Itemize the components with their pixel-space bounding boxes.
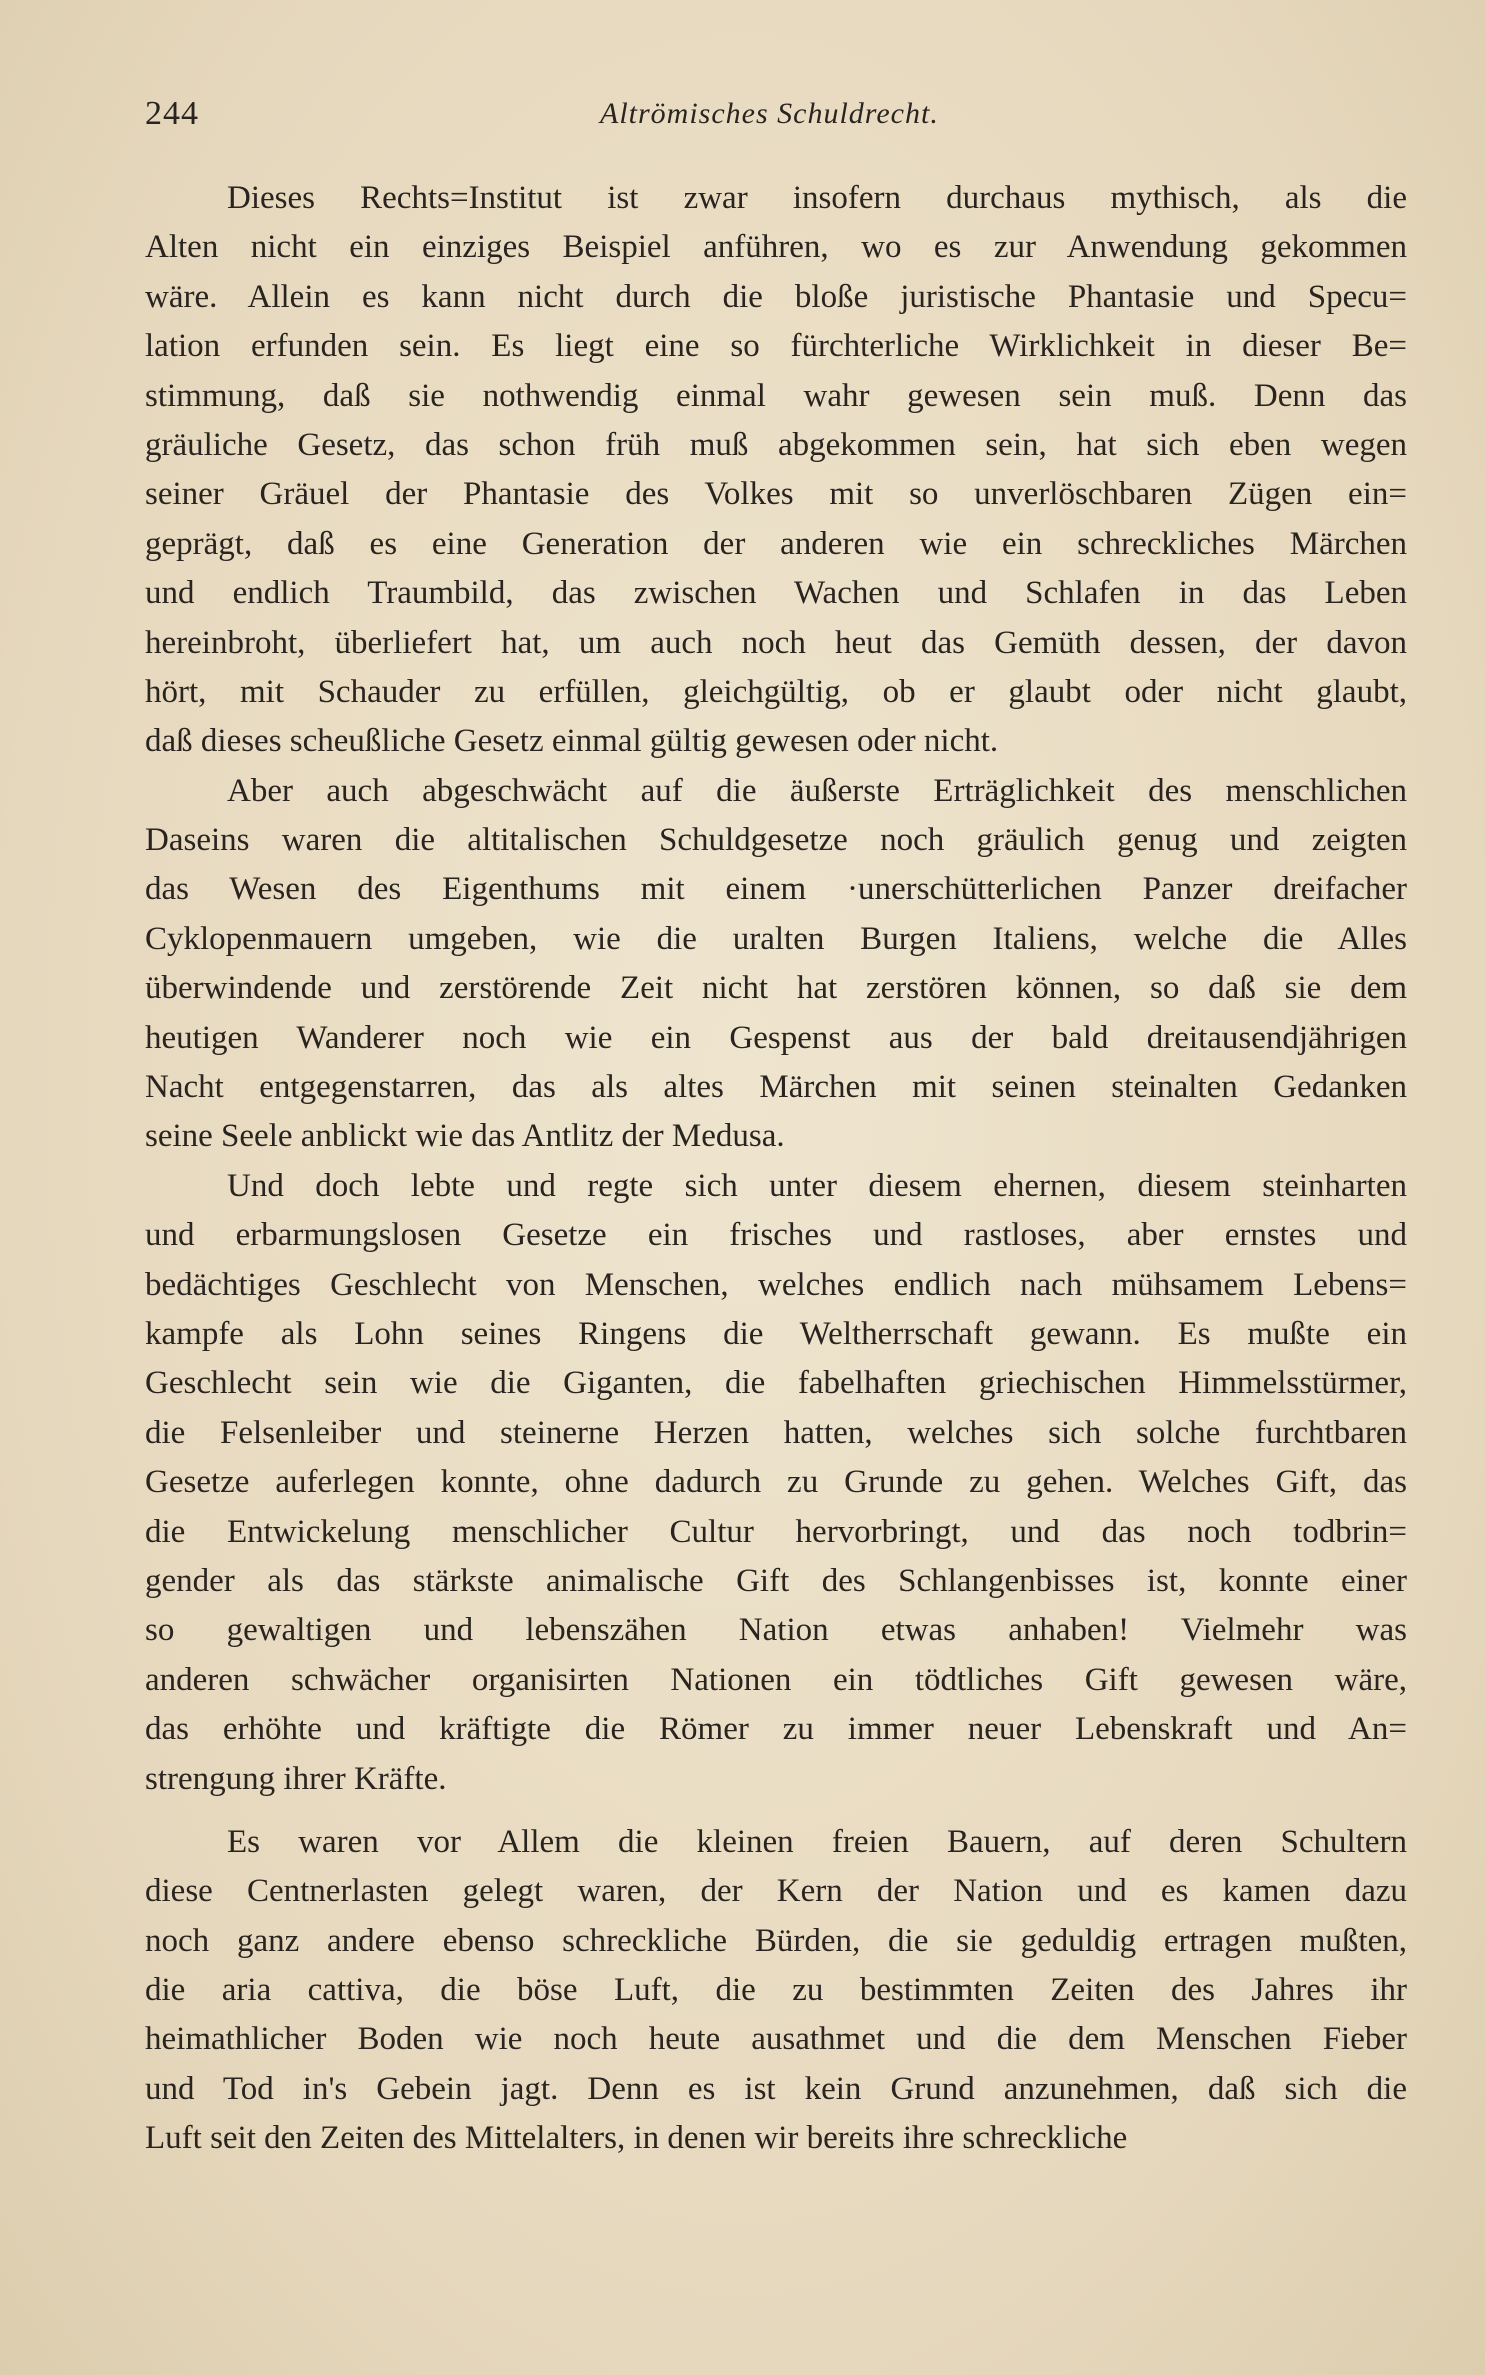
text-line: und erbarmungslosen Gesetze ein frisches und rastloses, aber ernstes und	[145, 1217, 1407, 1254]
text-line: und endlich Traumbild, das zwischen Wachen und Schlafen in das Leben	[145, 575, 1407, 612]
text-line: Cyklopenmauern umgeben, wie die uralten Burgen Italiens, welche die Alles	[145, 920, 1407, 957]
text-line: Luft seit den Zeiten des Mittelalters, in denen wir bereits ihre schreckliche	[145, 2120, 1128, 2157]
text-line: Nacht entgegenstarren, das als altes Märchen mit seinen steinalten Gedanken	[145, 1069, 1407, 1106]
text-line: gräuliche Gesetz, das schon früh muß abgekommen sein, hat sich eben wegen	[145, 426, 1407, 463]
text-line: und Tod in's Gebein jagt. Denn es ist kein Grund anzunehmen, daß sich die	[145, 2070, 1407, 2107]
body-text	[145, 174, 1407, 2164]
paragraph	[145, 174, 1407, 767]
text-line: hereinbroht, überliefert hat, um auch noch heut das Gemüth dessen, der davon	[145, 624, 1407, 661]
text-line: gender als das stärkste animalische Gift des Schlangenbisses ist, konnte einer	[145, 1562, 1407, 1599]
paragraph	[145, 767, 1407, 1162]
text-line: wäre. Allein es kann nicht durch die bloße juristische Phantasie und Specu=	[145, 278, 1407, 315]
text-line: geprägt, daß es eine Generation der anderen wie ein schreckliches Märchen	[145, 525, 1407, 562]
text-line: heimathlicher Boden wie noch heute ausathmet und die dem Menschen Fieber	[145, 2021, 1407, 2058]
text-line: Es waren vor Allem die kleinen freien Bauern, auf deren Schultern	[227, 1823, 1407, 1860]
text-line: lation erfunden sein. Es liegt eine so fürchterliche Wirklichkeit in dieser Be=	[145, 328, 1407, 365]
paragraph	[145, 1162, 1407, 1804]
text-line: heutigen Wanderer noch wie ein Gespenst aus der bald dreitausendjährigen	[145, 1019, 1407, 1056]
text-line: Und doch lebte und regte sich unter diesem ehernen, diesem steinharten	[227, 1167, 1407, 1204]
text-line: bedächtiges Geschlecht von Menschen, welches endlich nach mühsamem Lebens=	[145, 1266, 1407, 1303]
paragraph-gap	[145, 1804, 1407, 1818]
text-line: Geschlecht sein wie die Giganten, die fabelhaften griechischen Himmelsstürmer,	[145, 1365, 1407, 1402]
text-line: Daseins waren die altitalischen Schuldgesetze noch gräulich genug und zeigten	[145, 822, 1407, 859]
text-line: die aria cattiva, die böse Luft, die zu bestimmten Zeiten des Jahres ihr	[145, 1972, 1407, 2009]
text-line: Dieses Rechts=Institut ist zwar insofern durchaus mythisch, als die	[227, 180, 1407, 216]
text-line: so gewaltigen und lebenszähen Nation etwas anhaben! Vielmehr was	[145, 1612, 1407, 1649]
page-header	[145, 95, 1407, 145]
text-line: seine Seele anblickt wie das Antlitz der Medusa.	[145, 1118, 785, 1155]
text-line: Aber auch abgeschwächt auf die äußerste Erträglichkeit des menschlichen	[227, 772, 1407, 809]
text-line: strengung ihrer Kräfte.	[145, 1760, 447, 1797]
text-line: seiner Gräuel der Phantasie des Volkes mit so unverlöschbaren Zügen ein=	[145, 476, 1407, 513]
text-line: das erhöhte und kräftigte die Römer zu immer neuer Lebenskraft und An=	[145, 1711, 1407, 1748]
text-line: Gesetze auferlegen konnte, ohne dadurch zu Grunde zu gehen. Welches Gift, das	[145, 1464, 1407, 1501]
text-line: Alten nicht ein einziges Beispiel anführen, wo es zur Anwendung gekommen	[145, 229, 1407, 266]
text-line: diese Centnerlasten gelegt waren, der Kern der Nation und es kamen dazu	[145, 1873, 1407, 1910]
paragraph	[145, 1818, 1407, 2164]
text-line: kampfe als Lohn seines Ringens die Weltherrschaft gewann. Es mußte ein	[145, 1315, 1407, 1352]
text-line: überwindende und zerstörende Zeit nicht hat zerstören können, so daß sie dem	[145, 970, 1407, 1007]
page-number: 244	[145, 95, 199, 132]
text-line: daß dieses scheußliche Gesetz einmal gültig gewesen oder nicht.	[145, 723, 999, 760]
text-line: hört, mit Schauder zu erfüllen, gleichgültig, ob er glaubt oder nicht glaubt,	[145, 673, 1407, 710]
text-line: noch ganz andere ebenso schreckliche Bürden, die sie geduldig ertragen mußten,	[145, 1922, 1407, 1959]
text-line: die Entwickelung menschlicher Cultur hervorbringt, und das noch todbrin=	[145, 1513, 1407, 1550]
running-head: Altrömisches Schuldrecht.	[600, 97, 939, 130]
text-line: das Wesen des Eigenthums mit einem ·unerschütterlichen Panzer dreifacher	[145, 871, 1407, 908]
text-line: die Felsenleiber und steinerne Herzen hatten, welches sich solche furchtbaren	[145, 1414, 1407, 1451]
text-line: anderen schwächer organisirten Nationen ein tödtliches Gift gewesen wäre,	[145, 1661, 1407, 1698]
text-line: stimmung, daß sie nothwendig einmal wahr gewesen sein muß. Denn das	[145, 377, 1407, 414]
